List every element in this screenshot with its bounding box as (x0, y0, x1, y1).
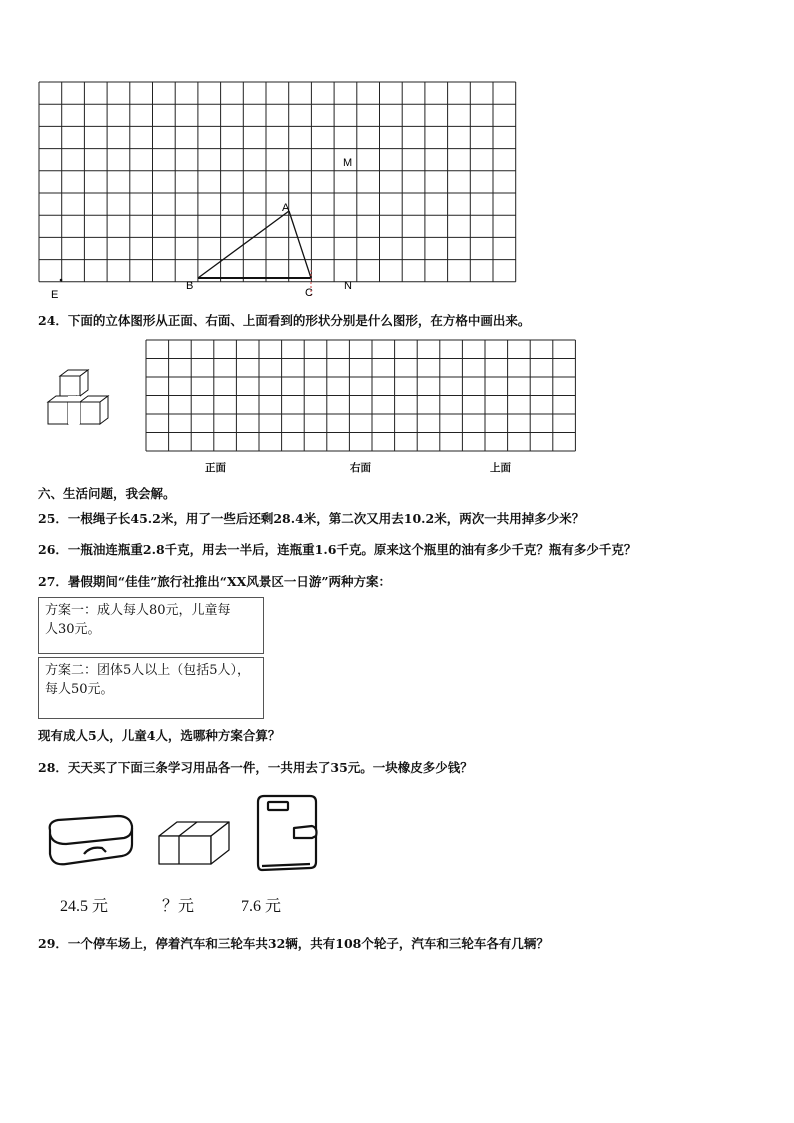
question-27-ask: 现有成人5人，儿童4人，选哪种方案合算？ (38, 728, 281, 743)
point-m-label: M (343, 157, 353, 169)
triangle-side-ac (289, 211, 311, 278)
plan-one-box (38, 597, 264, 654)
eraser-icon (155, 818, 235, 868)
plan-two-line2: 每人50元。 (45, 682, 114, 697)
point-a-label: A (282, 202, 290, 214)
point-c-label: C (305, 287, 313, 299)
question-29: 29．一个停车场上，停着汽车和三轮车共32辆，共有108个轮子，汽车和三轮车各有几辆？ (38, 936, 549, 951)
question-27: 27．暑假期间“佳佳”旅行社推出“XX风景区一日游”两种方案： (38, 574, 392, 589)
label-right: 右面 (350, 462, 371, 474)
label-front: 正面 (205, 462, 226, 474)
notebook-icon (254, 792, 320, 874)
plan-two-line1: 方案二：团体5人以上（包括5人）， (45, 663, 251, 678)
price-pencil-case: 24.5 元 (60, 898, 109, 915)
pencil-case-icon (44, 808, 136, 868)
label-top: 上面 (490, 462, 511, 474)
answer-grid (0, 330, 794, 460)
question-26: 26．一瓶油连瓶重2.8千克，用去一半后，连瓶重1.6千克。原来这个瓶里的油有多少千克？瓶有多少千克？ (38, 542, 637, 557)
plan-one-line2: 人30元。 (45, 622, 101, 637)
point-e-label: E (51, 289, 59, 301)
triangle-grid (0, 0, 794, 310)
point-n-label: N (344, 280, 352, 292)
point-b-label: B (186, 280, 194, 292)
price-eraser: ？元 (162, 898, 195, 915)
question-25: 25．一根绳子长45.2米，用了一些后还剩28.4米，第二次又用去10.2米，两次一共用掉多少米？ (38, 511, 585, 526)
price-notebook: 7.6 元 (241, 898, 282, 915)
point-e-dot (60, 279, 63, 282)
section-6-title: 六、生活问题，我会解。 (38, 486, 176, 501)
plan-two-box (38, 657, 264, 719)
plan-one-line1: 方案一：成人每人80元，儿童每 (45, 603, 231, 618)
question-24: 24．下面的立体图形从正面、右面、上面看到的形状分别是什么图形，在方格中画出来。 (38, 313, 531, 328)
question-28: 28．天天买了下面三条学习用品各一件，一共用去了35元。一块橡皮多少钱？ (38, 760, 473, 775)
